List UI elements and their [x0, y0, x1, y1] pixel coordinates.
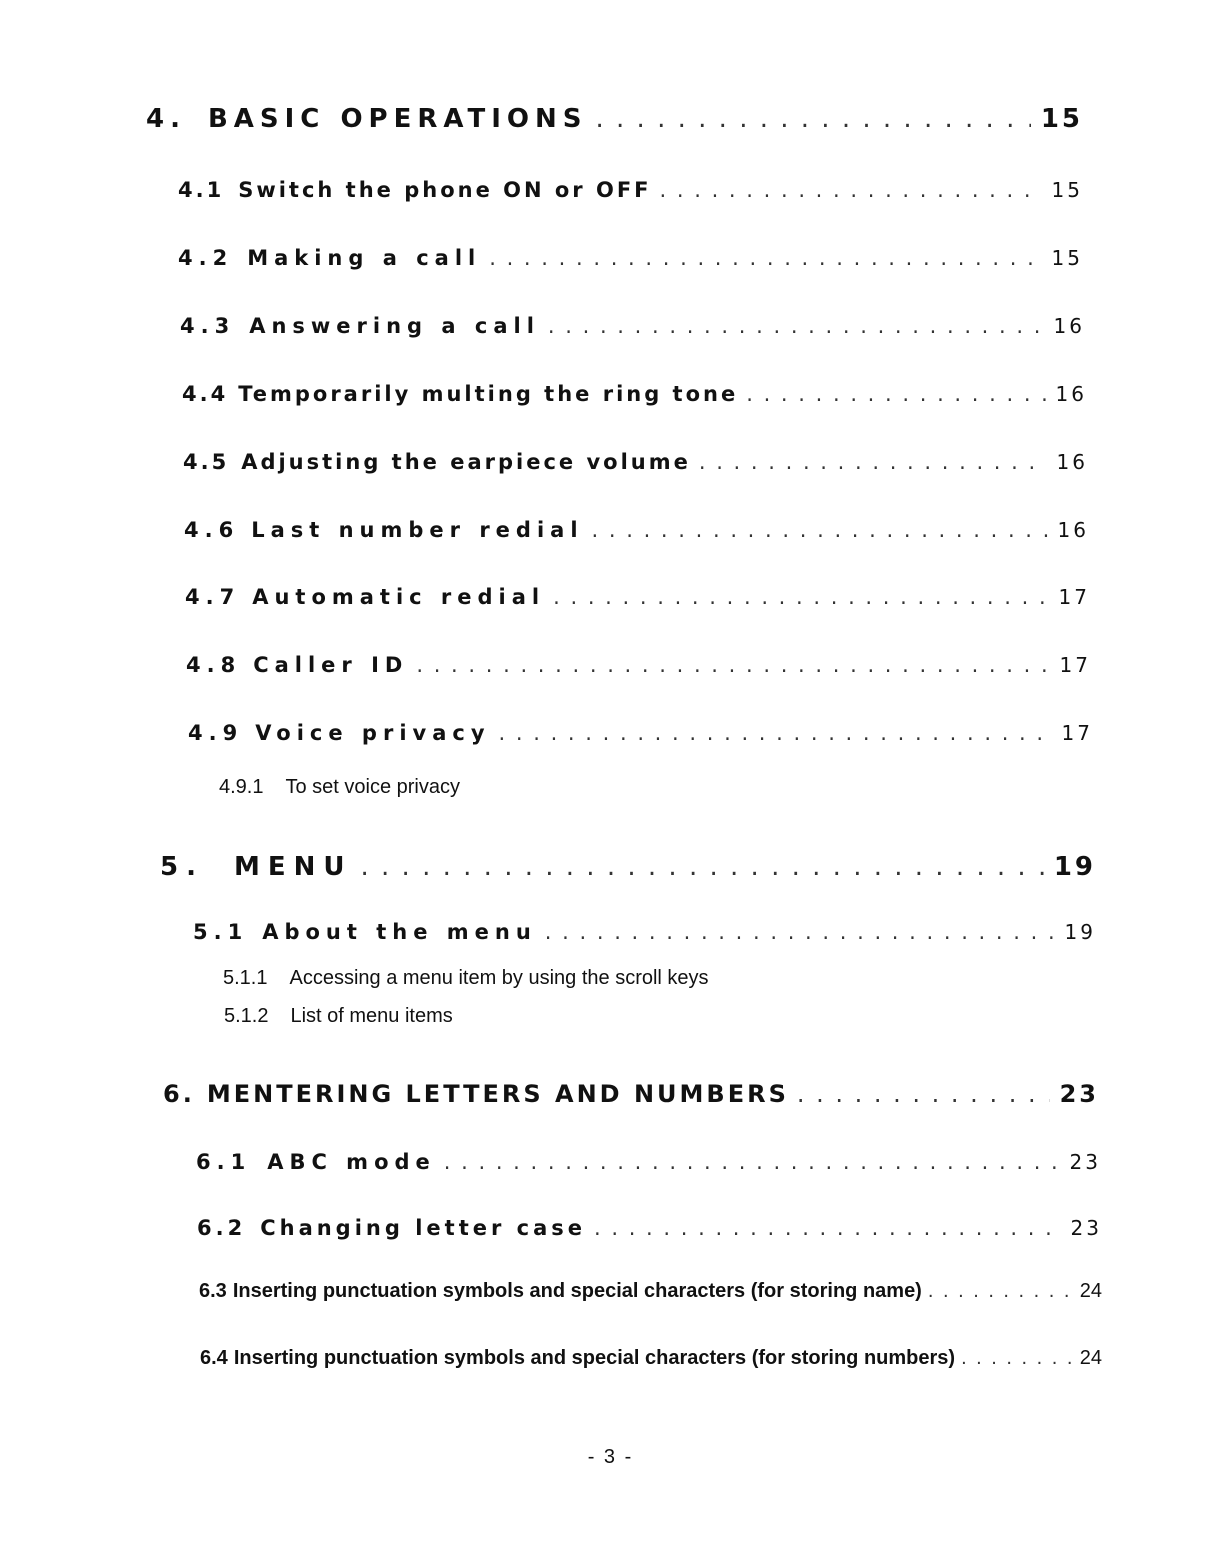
toc-title: Last number redial: [251, 518, 584, 542]
toc-entry-6[interactable]: [163, 1080, 1099, 1108]
toc-entry-4-8[interactable]: [186, 653, 1091, 677]
leader-dots: [595, 104, 1030, 134]
toc-number: 4.3: [180, 314, 236, 338]
toc-number: 6.4: [200, 1347, 228, 1369]
toc-title: MENTERING LETTERS AND NUMBERS: [206, 1080, 789, 1108]
toc-page: 24: [1079, 1347, 1102, 1369]
toc-entry-5-1[interactable]: [193, 920, 1096, 944]
toc-page: 17: [1061, 721, 1093, 745]
toc-entry-5[interactable]: [160, 852, 1096, 882]
toc-entry-4-6[interactable]: [184, 518, 1089, 542]
toc-number: 4.: [146, 104, 186, 134]
toc-number: 4.1: [178, 178, 225, 202]
toc-page: 23: [1070, 1216, 1102, 1240]
toc-page: 16: [1057, 518, 1089, 542]
toc-page: 17: [1058, 585, 1090, 609]
leader-dots: [499, 721, 1052, 745]
toc-entry-4-4[interactable]: [182, 382, 1087, 406]
toc-title: Automatic redial: [252, 585, 546, 609]
toc-entry-4-7[interactable]: [185, 585, 1090, 609]
toc-title: BASIC OPERATIONS: [207, 104, 588, 134]
toc-number: 6.: [163, 1080, 195, 1108]
leader-dots: [797, 1080, 1050, 1108]
toc-title: About the menu: [262, 920, 537, 944]
toc-title: Temporarily multing the ring tone: [238, 382, 739, 406]
toc-title: Voice privacy: [255, 721, 491, 745]
toc-title: MENU: [233, 852, 353, 882]
leader-dots: [548, 314, 1044, 338]
toc-page: 19: [1053, 852, 1096, 882]
toc-entry-5-1-2[interactable]: [224, 1005, 453, 1028]
toc-number: 5.: [160, 852, 204, 882]
toc-title: Caller ID: [253, 653, 409, 677]
leader-dots: [961, 1347, 1072, 1370]
leader-dots: [444, 1150, 1060, 1174]
toc-number: 4.4: [182, 382, 229, 406]
toc-entry-4-5[interactable]: [183, 450, 1088, 474]
leader-dots: [545, 920, 1055, 944]
toc-title: ABC mode: [267, 1150, 436, 1174]
toc-entry-6-2[interactable]: [197, 1216, 1102, 1240]
toc-entry-4-1[interactable]: [178, 178, 1083, 202]
leader-dots: [592, 518, 1048, 542]
leader-dots: [489, 246, 1041, 270]
toc-page: 15: [1040, 104, 1083, 134]
toc-entry-4-3[interactable]: [180, 314, 1085, 338]
toc-page: 15: [1051, 246, 1083, 270]
toc-page: 16: [1055, 382, 1087, 406]
toc-page: 23: [1069, 1150, 1101, 1174]
toc-entry-6-3[interactable]: [199, 1280, 1102, 1303]
toc-entry-4-9-1[interactable]: [219, 776, 460, 799]
leader-dots: [660, 178, 1042, 202]
toc-title: Answering a call: [249, 314, 540, 338]
toc-title: List of menu items: [290, 1005, 453, 1027]
leader-dots: [553, 585, 1048, 609]
toc-number: 6.2: [197, 1216, 247, 1240]
toc-number: 4.9.1: [219, 776, 264, 798]
toc-number: 4.9: [188, 721, 244, 745]
leader-dots: [928, 1280, 1072, 1303]
toc-number: 5.1.1: [223, 967, 268, 989]
toc-number: 4.2: [178, 246, 234, 270]
toc-entry-4-9[interactable]: [188, 721, 1093, 745]
toc-page: 16: [1056, 450, 1088, 474]
page-number: - 3 -: [587, 1446, 634, 1468]
toc-number: 4.8: [186, 653, 242, 677]
toc-page: 19: [1064, 920, 1096, 944]
toc-title: Inserting punctuation symbols and special characters (for storing name): [232, 1280, 922, 1302]
leader-dots: [416, 653, 1049, 677]
toc-number: 6.1: [196, 1150, 252, 1174]
leader-dots: [594, 1216, 1061, 1240]
toc-title: Accessing a menu item by using the scroll keys: [289, 967, 709, 989]
toc-title: Switch the phone ON or OFF: [238, 178, 652, 202]
toc-title: Adjusting the earpiece volume: [241, 450, 691, 474]
toc-number: 4.7: [185, 585, 241, 609]
toc-title: Changing letter case: [260, 1216, 586, 1240]
toc-entry-5-1-1[interactable]: [223, 967, 709, 990]
toc-page: 15: [1051, 178, 1083, 202]
toc-entry-6-1[interactable]: [196, 1150, 1101, 1174]
toc-title: Inserting punctuation symbols and special characters (for storing numbers): [233, 1347, 956, 1369]
toc-entry-4[interactable]: [146, 104, 1083, 134]
leader-dots: [699, 450, 1047, 474]
leader-dots: [360, 852, 1043, 882]
toc-number: 5.1.2: [224, 1005, 269, 1027]
toc-page: 24: [1079, 1280, 1102, 1302]
toc-number: 5.1: [193, 920, 249, 944]
toc-title: To set voice privacy: [285, 776, 460, 798]
toc-page: 16: [1053, 314, 1085, 338]
toc-page: 17: [1059, 653, 1091, 677]
toc-entry-4-2[interactable]: [178, 246, 1083, 270]
leader-dots: [746, 382, 1045, 406]
toc-number: 6.3: [199, 1280, 227, 1302]
toc-title: Making a call: [247, 246, 482, 270]
toc-page: 23: [1059, 1080, 1099, 1108]
toc-number: 4.6: [184, 518, 240, 542]
toc-entry-6-4[interactable]: [200, 1347, 1102, 1370]
toc-number: 4.5: [183, 450, 230, 474]
